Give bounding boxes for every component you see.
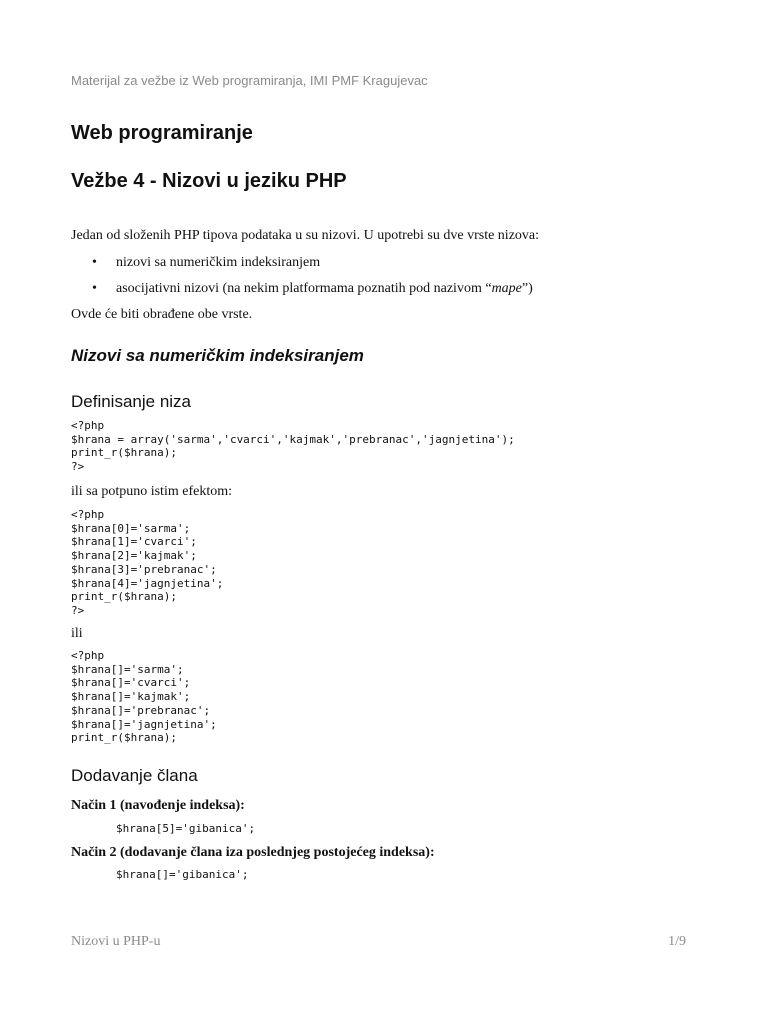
document-title: Web programiranje xyxy=(71,122,253,144)
list-item-emphasis: mape xyxy=(491,281,522,296)
list-item-text-before: asocijativni nizovi (na nekim platformama poznatih pod nazivom “ xyxy=(116,281,492,296)
section-heading-numeric-arrays: Nizovi sa numeričkim indeksiranjem xyxy=(71,346,364,365)
code-block-3: <?php $hrana[]='sarma'; $hrana[]='cvarci'; $hrana[]='kajmak'; $hrana[]='prebranac'; $hrana[]='jagnjetina'; print_r($hrana); xyxy=(71,649,217,745)
paragraph-same-effect: ili sa potpuno istim efektom: xyxy=(71,484,232,499)
list-item xyxy=(92,280,533,306)
code-block-2: <?php $hrana[0]='sarma'; $hrana[1]='cvarci'; $hrana[2]='kajmak'; $hrana[3]='prebranac'; $hrana[4]='jagnjetina'; print_r($hrana); ?> xyxy=(71,508,224,617)
method-2-label: Način 2 (dodavanje člana iza poslednjeg postojećeg indeksa): xyxy=(71,845,435,860)
code-block-1: <?php $hrana = array('sarma','cvarci','kajmak','prebranac','jagnjetina'); print_r($hrana); ?> xyxy=(71,419,515,474)
bullet-symbol: • xyxy=(92,281,97,296)
document-subtitle: Vežbe 4 - Nizovi u jeziku PHP xyxy=(71,170,347,192)
method-2-code: $hrana[]='gibanica'; xyxy=(116,868,249,881)
bullet-list xyxy=(92,254,533,306)
page-header: Materijal za vežbe iz Web programiranja, IMI PMF Kragujevac xyxy=(71,73,428,88)
list-item-text: nizovi sa numeričkim indeksiranjem xyxy=(116,255,321,270)
section-heading-define-array: Definisanje niza xyxy=(71,392,192,411)
section-heading-add-member: Dodavanje člana xyxy=(71,766,198,785)
outro-paragraph: Ovde će biti obrađene obe vrste. xyxy=(71,307,253,322)
list-item-text-after: ”) xyxy=(521,281,533,296)
method-1-label: Način 1 (navođenje indeksa): xyxy=(71,798,245,813)
footer-title: Nizovi u PHP-u xyxy=(71,934,161,949)
paragraph-or: ili xyxy=(71,626,83,641)
bullet-symbol: • xyxy=(92,255,97,270)
intro-paragraph: Jedan od složenih PHP tipova podataka u su nizovi. U upotrebi su dve vrste nizova: xyxy=(71,228,540,243)
page-number: 1/9 xyxy=(668,934,686,949)
method-1-code: $hrana[5]='gibanica'; xyxy=(116,822,256,835)
list-item xyxy=(92,254,533,280)
